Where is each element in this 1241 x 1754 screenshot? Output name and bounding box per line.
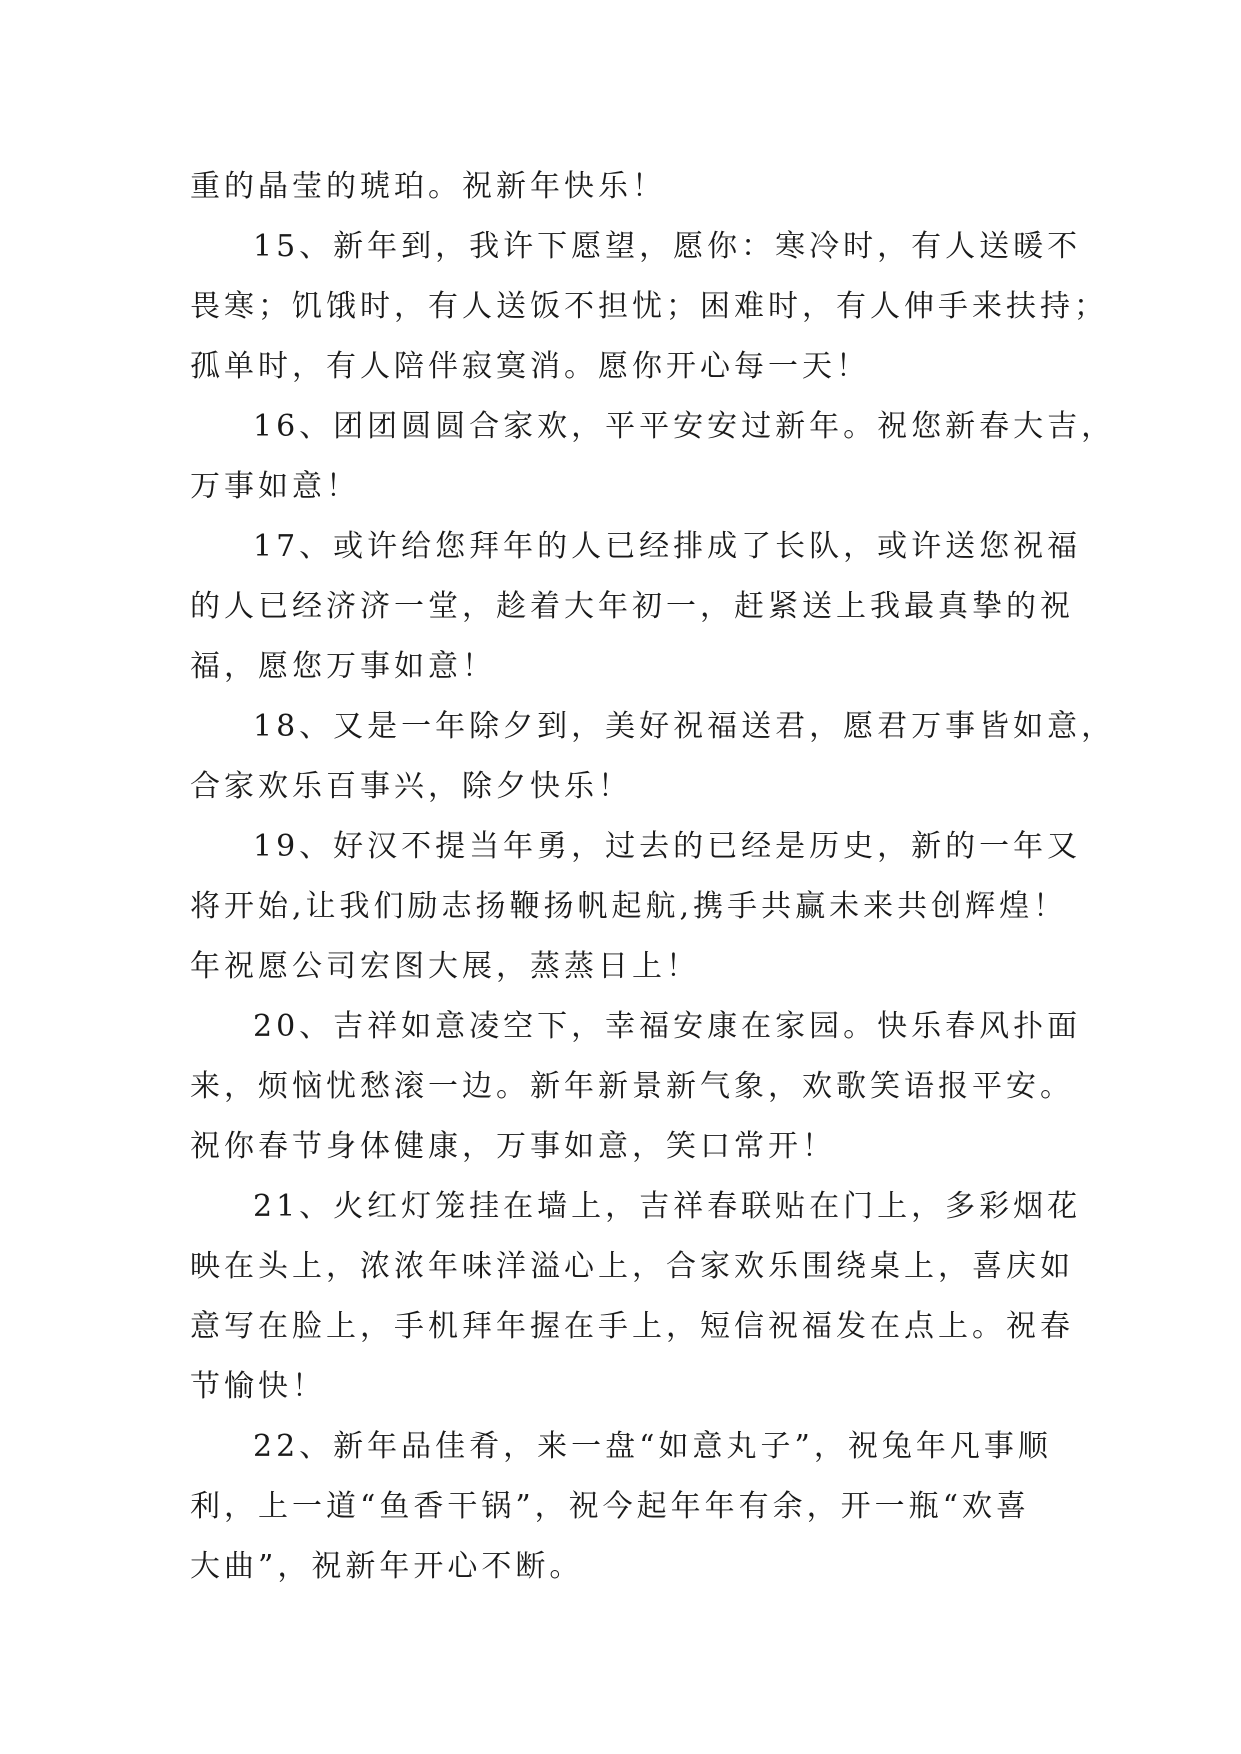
text-line: 年祝愿公司宏图大展，蒸蒸日上！ — [190, 949, 700, 984]
text-line: 来，烦恼忧愁滚一边。新年新景新气象，欢歌笑语报平安。 — [190, 1069, 1074, 1104]
text-line: 大曲”，祝新年开心不断。 — [190, 1549, 584, 1584]
text-line: 的人已经济济一堂，趁着大年初一，赶紧送上我最真挚的祝 — [190, 589, 1074, 624]
text-line: 利，上一道“鱼香干锅”，祝今起年年有余，开一瓶“欢喜 — [190, 1489, 1031, 1524]
paragraph-22-start: 22、新年品佳肴，来一盘“如意丸子”，祝兔年凡事顺 — [253, 1429, 1052, 1464]
text-line: 福，愿您万事如意！ — [190, 649, 496, 684]
text-line: 意写在脸上，手机拜年握在手上，短信祝福发在点上。祝春 — [190, 1309, 1074, 1344]
paragraph-20-start: 20、吉祥如意凌空下，幸福安康在家园。快乐春风扑面 — [253, 1009, 1082, 1044]
text-line: 映在头上，浓浓年味洋溢心上，合家欢乐围绕桌上，喜庆如 — [190, 1249, 1074, 1284]
paragraph-19-start: 19、好汉不提当年勇，过去的已经是历史，新的一年又 — [253, 829, 1082, 864]
text-line: 万事如意！ — [190, 469, 360, 504]
paragraph-21-start: 21、火红灯笼挂在墙上，吉祥春联贴在门上，多彩烟花 — [253, 1189, 1082, 1224]
paragraph-17-start: 17、或许给您拜年的人已经排成了长队，或许送您祝福 — [253, 529, 1082, 564]
paragraph-18-start: 18、又是一年除夕到，美好祝福送君，愿君万事皆如意， — [253, 709, 1116, 744]
text-line: 祝你春节身体健康，万事如意，笑口常开！ — [190, 1129, 836, 1164]
text-line: 孤单时，有人陪伴寂寞消。愿你开心每一天！ — [190, 349, 870, 384]
text-line: 合家欢乐百事兴，除夕快乐！ — [190, 769, 632, 804]
text-line: 畏寒；饥饿时，有人送饭不担忧；困难时，有人伸手来扶持； — [190, 289, 1108, 324]
text-line: 将开始,让我们励志扬鞭扬帆起航,携手共赢未来共创辉煌！ — [190, 889, 1068, 924]
paragraph-16-start: 16、团团圆圆合家欢，平平安安过新年。祝您新春大吉， — [253, 409, 1116, 444]
text-line: 节愉快！ — [190, 1369, 326, 1404]
paragraph-15-start: 15、新年到，我许下愿望，愿你：寒冷时，有人送暖不 — [253, 229, 1082, 264]
text-line: 重的晶莹的琥珀。祝新年快乐！ — [190, 169, 666, 204]
